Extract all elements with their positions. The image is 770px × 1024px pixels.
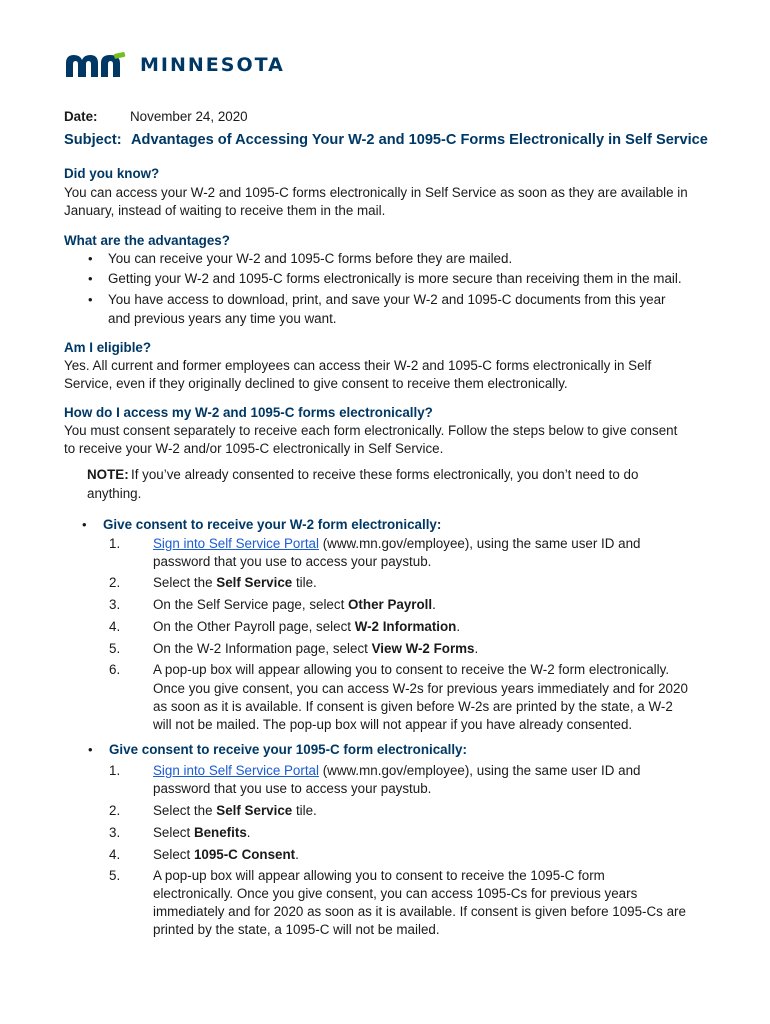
step-text: On the Other Payroll page, select W-2 Information. xyxy=(153,619,461,634)
access-heading: How do I access my W-2 and 1095-C forms electronically? xyxy=(64,405,433,420)
self-service-portal-link[interactable]: Sign into Self Service Portal xyxy=(153,536,319,551)
step-text: printed by the state, a 1095-C will not be mailed. xyxy=(153,922,440,937)
step-number: 5. xyxy=(109,641,121,656)
advantages-heading: What are the advantages? xyxy=(64,233,230,248)
step-text: A pop-up box will appear allowing you to consent to receive the W-2 form electronically. xyxy=(153,662,670,677)
mn-logo-mark-icon xyxy=(64,51,126,79)
step-text: password that you use to access your paystub. xyxy=(153,781,432,796)
eligible-line: Service, even if they originally declined to give consent to receive them electronically. xyxy=(64,376,568,391)
step-number: 5. xyxy=(109,868,121,883)
note-text: anything. xyxy=(87,486,142,501)
step-number: 1. xyxy=(109,536,121,551)
date-label: Date: xyxy=(64,109,98,124)
step-text: On the W-2 Information page, select View W-2 Forms. xyxy=(153,641,479,656)
1095c-steps-heading: Give consent to receive your 1095-C form electronically: xyxy=(109,742,467,757)
step-text: immediately and for 2020 as soon as it is available. If consent is given before 1095-Cs are xyxy=(153,904,686,919)
step-text: Select 1095-C Consent. xyxy=(153,847,299,862)
step-text: Sign into Self Service Portal (www.mn.gov/employee), using the same user ID and xyxy=(153,763,641,778)
step-number: 1. xyxy=(109,763,121,778)
step-number: 4. xyxy=(109,847,121,862)
step-text: electronically. Once you give consent, you can access 1095-Cs for previous years xyxy=(153,886,638,901)
advantage-item: You have access to download, print, and save your W-2 and 1095-C documents from this year xyxy=(108,292,666,307)
bullet-icon: • xyxy=(88,271,93,286)
note-label: NOTE: xyxy=(87,467,129,482)
bullet-icon: • xyxy=(82,517,87,532)
bullet-icon: • xyxy=(88,251,93,266)
step-text: Once you give consent, you can access W-2s for previous years immediately and for 2020 xyxy=(153,681,688,696)
step-text: A pop-up box will appear allowing you to consent to receive the 1095-C form xyxy=(153,868,605,883)
logo-wordmark: MINNESOTA xyxy=(140,54,285,76)
step-number: 3. xyxy=(109,825,121,840)
advantage-item: Getting your W-2 and 1095-C forms electronically is more secure than receiving them in the mail. xyxy=(108,271,682,286)
bullet-icon: • xyxy=(88,292,93,307)
step-text: will not be mailed. The pop-up box will not appear if you have already consented. xyxy=(153,717,633,732)
did-you-know-line: You can access your W-2 and 1095-C forms electronically in Self Service as soon as they are available in xyxy=(64,185,688,200)
step-number: 2. xyxy=(109,575,121,590)
minnesota-logo xyxy=(64,50,285,80)
step-number: 6. xyxy=(109,662,121,677)
step-number: 3. xyxy=(109,597,121,612)
did-you-know-line: January, instead of waiting to receive them in the mail. xyxy=(64,203,386,218)
note-text: If you’ve already consented to receive these forms electronically, you don’t need to do xyxy=(131,467,639,482)
w2-steps-heading: Give consent to receive your W-2 form electronically: xyxy=(103,517,442,532)
eligible-line: Yes. All current and former employees can access their W-2 and 1095-C forms electronically in Self xyxy=(64,358,652,373)
date-value: November 24, 2020 xyxy=(130,109,248,124)
step-text: Sign into Self Service Portal (www.mn.gov/employee), using the same user ID and xyxy=(153,536,641,551)
subject-value: Advantages of Accessing Your W-2 and 1095-C Forms Electronically in Self Service xyxy=(131,132,708,148)
advantage-item: and previous years any time you want. xyxy=(108,311,337,326)
step-number: 4. xyxy=(109,619,121,634)
self-service-portal-link[interactable]: Sign into Self Service Portal xyxy=(153,763,319,778)
advantage-item: You can receive your W-2 and 1095-C forms before they are mailed. xyxy=(108,251,513,266)
bullet-icon: • xyxy=(88,742,93,757)
step-number: 2. xyxy=(109,803,121,818)
eligible-heading: Am I eligible? xyxy=(64,340,152,355)
step-text: password that you use to access your paystub. xyxy=(153,554,432,569)
step-text: Select the Self Service tile. xyxy=(153,803,317,818)
access-line: You must consent separately to receive each form electronically. Follow the steps below to give consent xyxy=(64,423,678,438)
step-text: Select Benefits. xyxy=(153,825,251,840)
did-you-know-heading: Did you know? xyxy=(64,166,160,181)
subject-label: Subject: xyxy=(64,132,122,148)
access-line: to receive your W-2 and/or 1095-C electronically in Self Service. xyxy=(64,441,444,456)
step-text: On the Self Service page, select Other Payroll. xyxy=(153,597,436,612)
step-text: Select the Self Service tile. xyxy=(153,575,317,590)
step-text: as soon as it is available. If consent is given before W-2s are printed by the state, a W-2 xyxy=(153,699,673,714)
